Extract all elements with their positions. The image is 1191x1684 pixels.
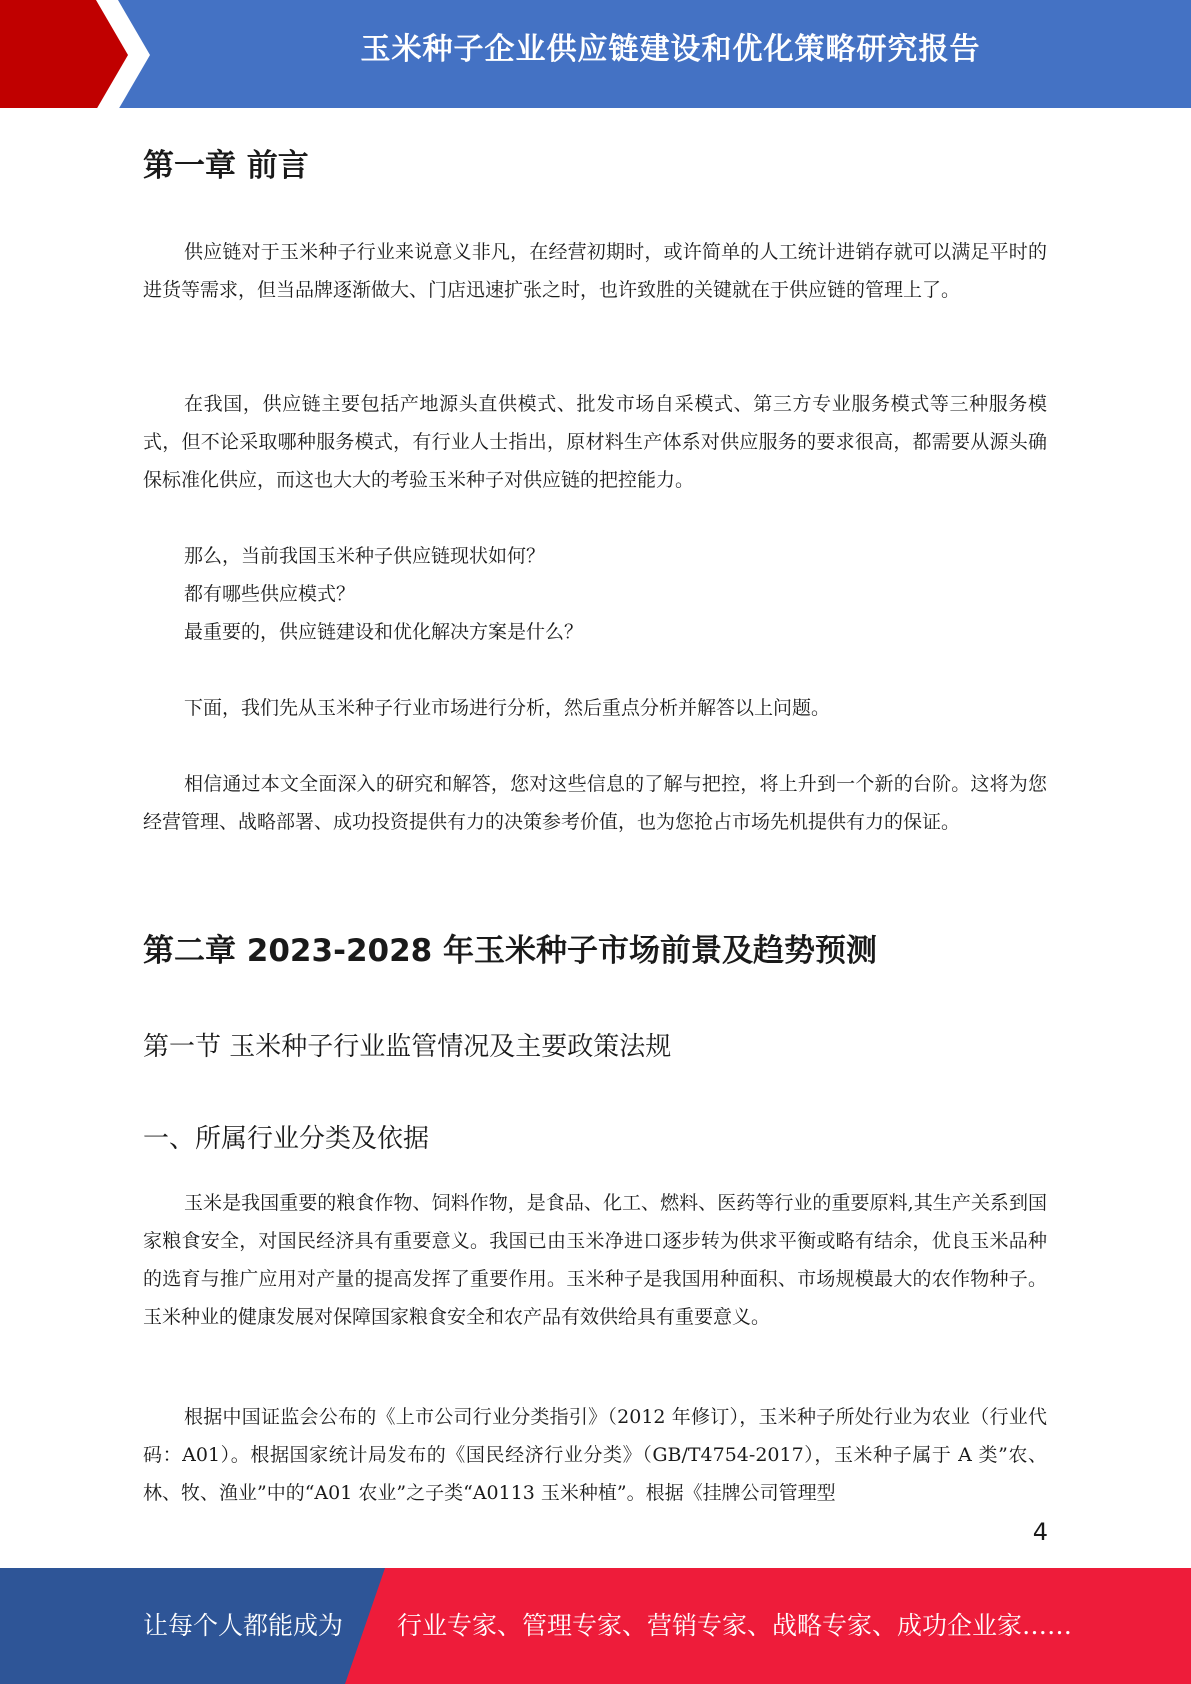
chapter-2-title: 第二章 2023-2028 年玉米种子市场前景及趋势预测: [143, 933, 878, 969]
footer-slogan-right: 行业专家、管理专家、营销专家、战略专家、成功企业家……: [397, 1611, 1073, 1640]
subsection-1-paragraph: 玉米是我国重要的粮食作物、饲料作物，是食品、化工、燃料、医药等行业的重要原料,其生产关系到国家粮食安全，对国民经济具有重要意义。我国已由玉米净进口逐步转为供求平衡或略有结余，优良玉米品种的选育与推广应用对产量的提高发挥了重要作用。玉米种子是我国用种面积、市场规模最大的农作物种子。玉米种业的健康发展对保障国家粮食安全和农产品有效供给具有重要意义。: [143, 1192, 1047, 1328]
header-banner: [0, 0, 1191, 110]
chapter-1-closing: 相信通过本文全面深入的研究和解答，您对这些信息的了解与把控，将上升到一个新的台阶。这将为您经营管理、战略部署、成功投资提供有力的决策参考价值，也为您抢占市场先机提供有力的保证。: [143, 773, 1047, 833]
section-1-title: 第一节 玉米种子行业监管情况及主要政策法规: [143, 1032, 672, 1062]
subsection-1-title: 一、所属行业分类及依据: [143, 1124, 430, 1154]
chapter-1-title: 第一章 前言: [143, 148, 309, 184]
chapter-1-paragraph: 在我国，供应链主要包括产地源头直供模式、批发市场自采模式、第三方专业服务模式等三种服务模式，但不论采取哪种服务模式，有行业人士指出，原材料生产体系对供应服务的要求很高，都需要从源头确保标准化供应，而这也大大的考验玉米种子对供应链的把控能力。: [143, 393, 1047, 491]
chapter-1-closing: 下面，我们先从玉米种子行业市场进行分析，然后重点分析并解答以上问题。: [184, 697, 831, 719]
report-title: 玉米种子企业供应链建设和优化策略研究报告: [360, 32, 981, 67]
chapter-1-paragraph: 供应链对于玉米种子行业来说意义非凡，在经营初期时，或许简单的人工统计进销存就可以满足平时的进货等需求，但当品牌逐渐做大、门店迅速扩张之时，也许致胜的关键就在于供应链的管理上了。: [143, 241, 1047, 301]
footer-slogan-left: 让每个人都能成为: [143, 1611, 344, 1640]
question-line: 那么，当前我国玉米种子供应链现状如何？: [184, 545, 546, 567]
subsection-1-paragraph: 根据中国证监会公布的《上市公司行业分类指引》（2012 年修订），玉米种子所处行业为农业（行业代码：A01）。根据国家统计局发布的《国民经济行业分类》（GB/T4754-2017），玉米种子属于 A 类”农、林、牧、渔业”中的“A01 农业”之子类“A0113 玉米种植”。根据《挂牌公司管理型: [143, 1406, 1047, 1504]
footer-banner: [0, 1568, 1191, 1684]
page-number: 4: [1032, 1518, 1048, 1546]
question-line: 最重要的，供应链建设和优化解决方案是什么？: [184, 621, 584, 643]
question-line: 都有哪些供应模式？: [184, 583, 356, 605]
